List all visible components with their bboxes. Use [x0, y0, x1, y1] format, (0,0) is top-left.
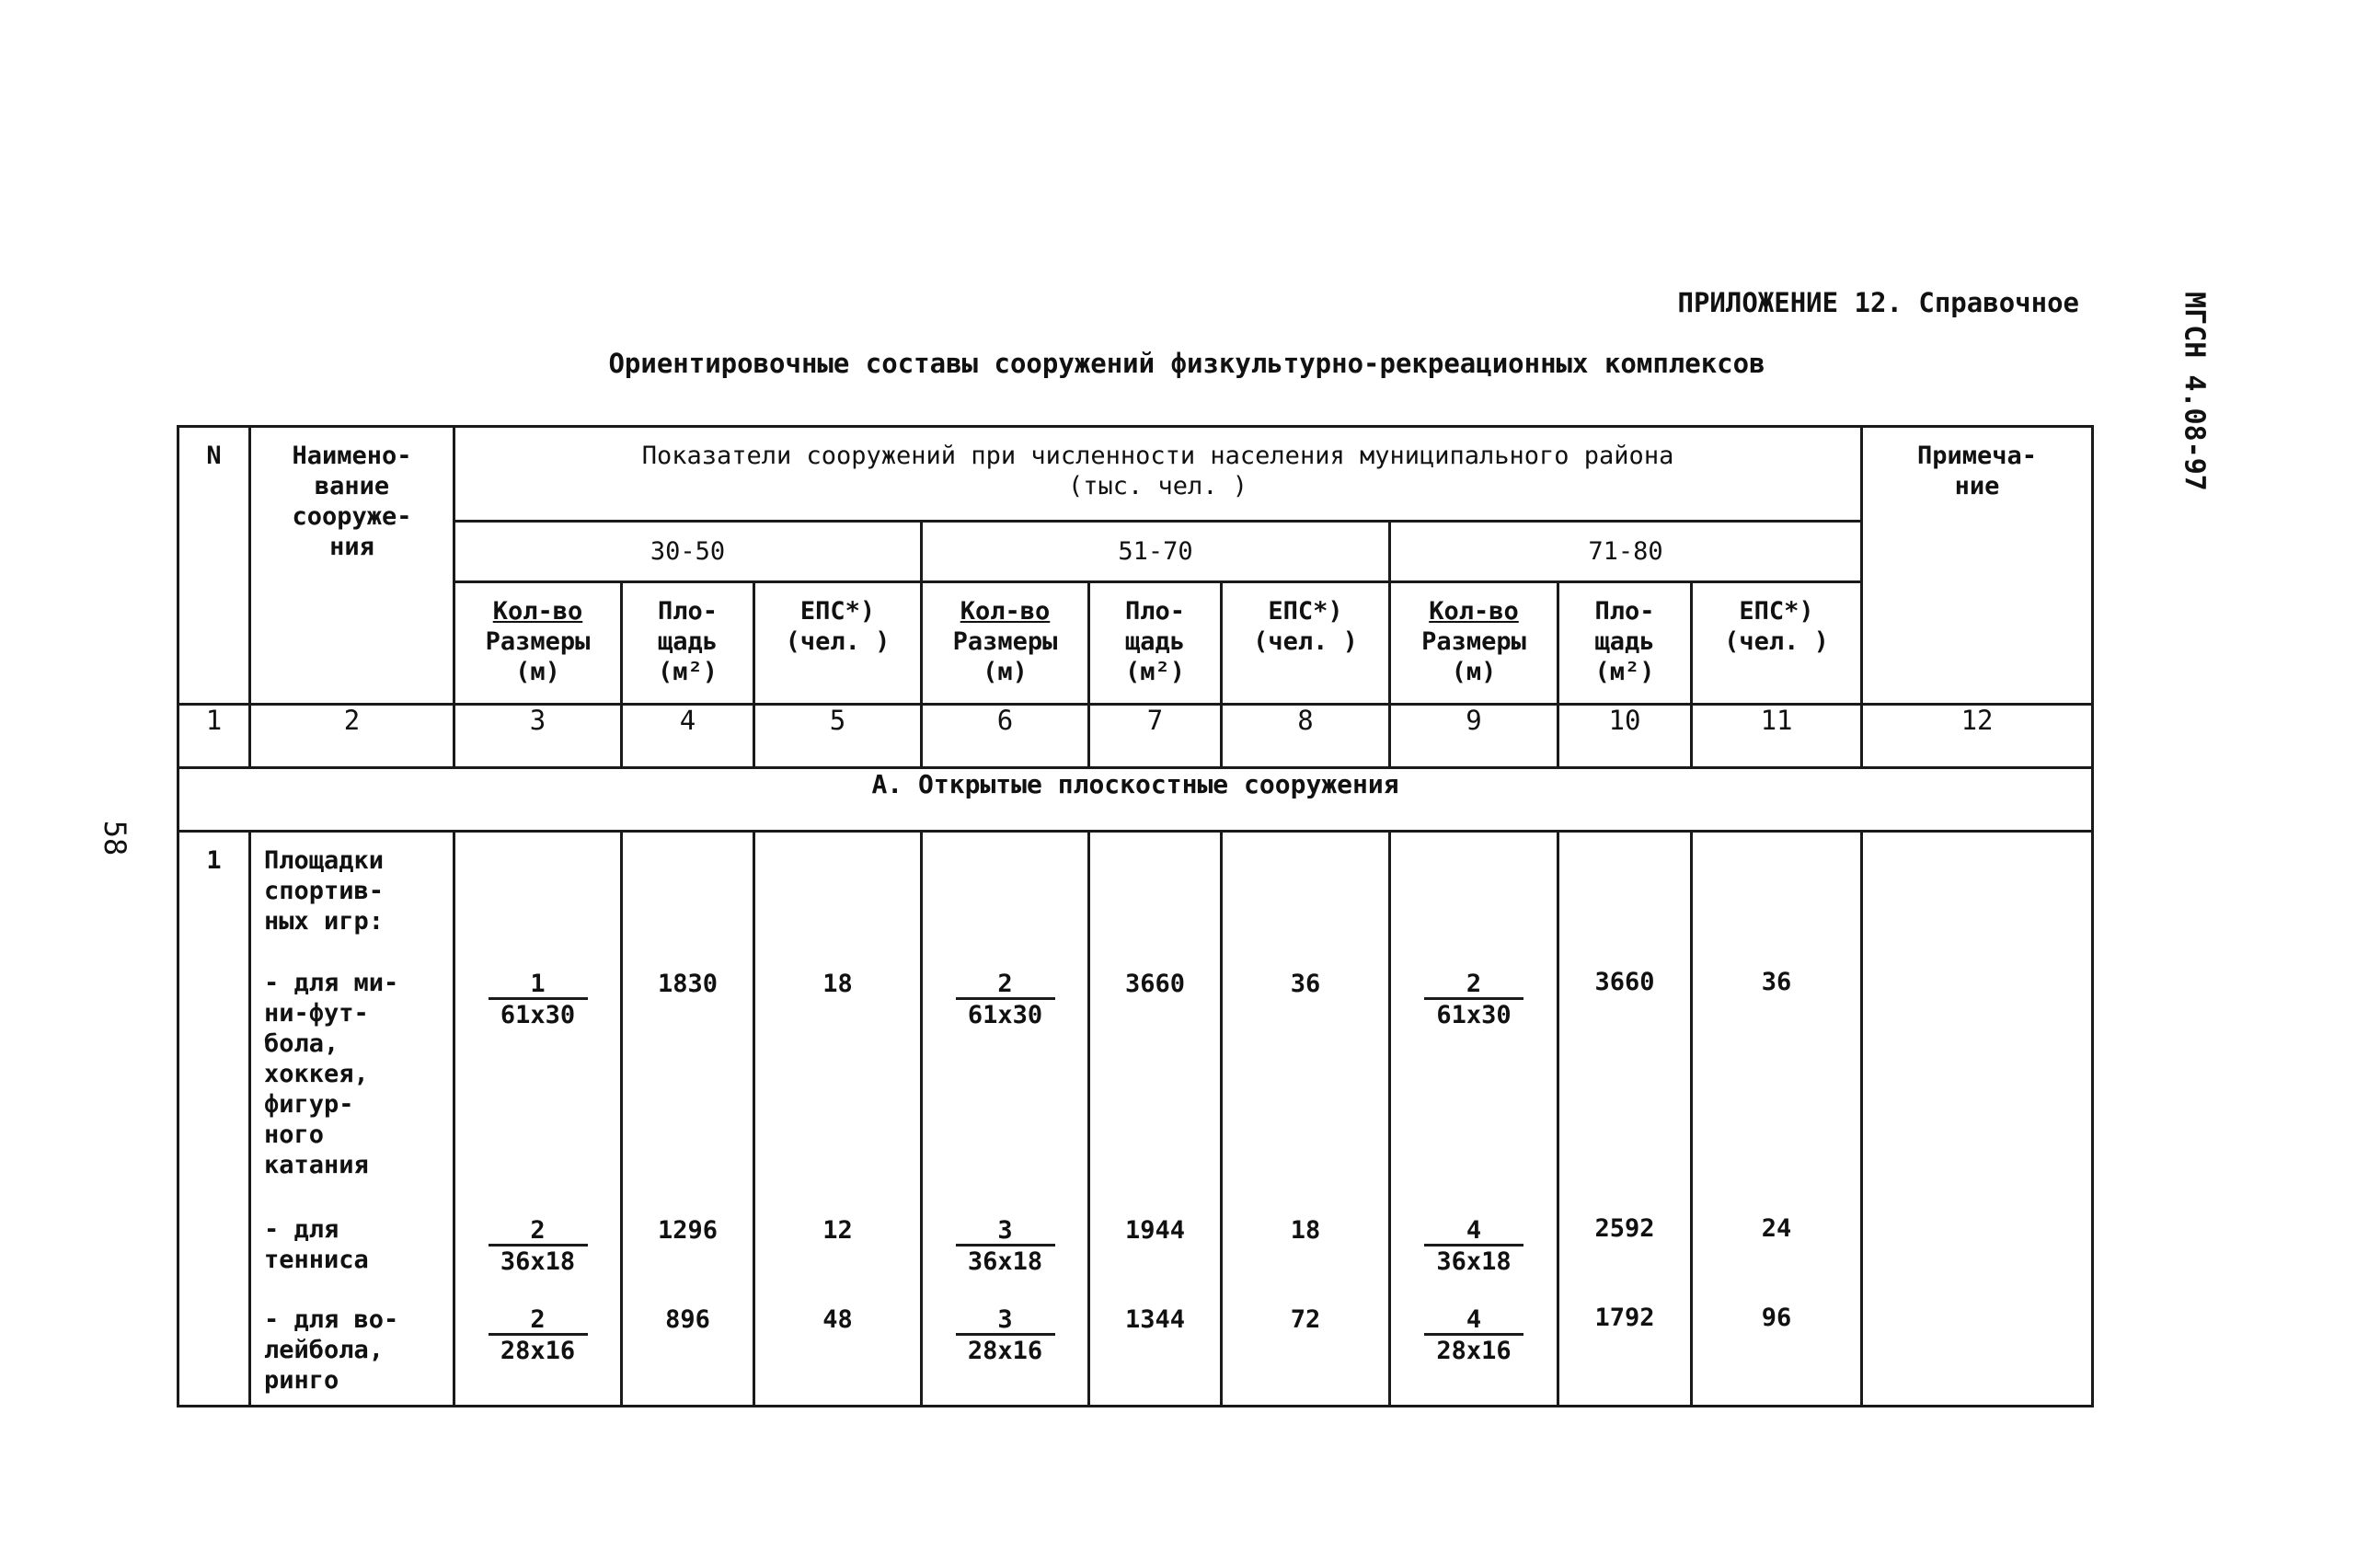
g3-eps-cell [1692, 832, 1862, 1407]
row-name: Площадки спортив- ных игр: [264, 846, 385, 936]
document-code: МГСН 4.08-97 [2178, 292, 2211, 491]
header-name: Наимено- вание сооруже- ния [250, 427, 454, 705]
item-name-tennis: - для тенниса [264, 1215, 369, 1274]
item-name-minifootball: - для ми- ни-фут- бола, хоккея, фигур- ного катания [264, 969, 399, 1179]
sub-area-3: Пло- щадь (м²) [1558, 582, 1692, 705]
row-name-cell [250, 832, 454, 1407]
area-value: 3660 [1594, 968, 1655, 996]
fraction: $\frac{3}{36x18}$ [923, 1215, 1087, 1278]
area-value: 1944 [1124, 1216, 1186, 1245]
sub-area-1: Пло- щадь (м²) [622, 582, 754, 705]
area-value: 1344 [1124, 1305, 1186, 1334]
table-row [178, 832, 2093, 1407]
g3-area-cell [1558, 832, 1692, 1407]
area-value: 1296 [657, 1216, 719, 1245]
item-name-volleyball: - для во- лейбола, ринго [264, 1305, 399, 1395]
eps-value: 48 [822, 1305, 853, 1334]
col-number: 9 [1390, 705, 1558, 768]
group-71-80: 71-80 [1390, 522, 1862, 582]
fraction: $\frac{4}{28x16}$ [1391, 1304, 1557, 1367]
eps-value: 18 [1290, 1216, 1321, 1245]
col-number: 1 [178, 705, 250, 768]
area-value: 896 [665, 1305, 710, 1334]
col-number: 8 [1222, 705, 1390, 768]
area-value: 3660 [1124, 970, 1186, 998]
eps-value: 18 [822, 970, 853, 998]
eps-value: 36 [1290, 970, 1321, 998]
sub-qty-2: Кол-во Размеры (м) [922, 582, 1089, 705]
sub-qty-3: Кол-во Размеры (м) [1390, 582, 1558, 705]
eps-value: 24 [1761, 1214, 1792, 1243]
fraction: $\frac{2}{36x18}$ [455, 1215, 620, 1278]
sub-area-2: Пло- щадь (м²) [1089, 582, 1222, 705]
sub-eps-3: ЕПС*) (чел. ) [1692, 582, 1862, 705]
col-number: 7 [1089, 705, 1222, 768]
appendix-label: ПРИЛОЖЕНИЕ 12. Справочное [1677, 287, 2079, 318]
note-cell [1862, 832, 2093, 1407]
fraction: $\frac{2}{61x30}$ [1391, 969, 1557, 1031]
header-row-1 [178, 427, 2093, 522]
sub-eps-1: ЕПС*) (чел. ) [754, 582, 922, 705]
eps-value: 36 [1761, 968, 1792, 996]
header-n: N [178, 427, 250, 705]
section-row [178, 768, 2093, 832]
g2-qty-cell [922, 832, 1089, 1407]
header-note: Примеча- ние [1862, 427, 2093, 705]
sub-eps-2: ЕПС*) (чел. ) [1222, 582, 1390, 705]
fraction: $\frac{3}{28x16}$ [923, 1304, 1087, 1367]
col-number: 4 [622, 705, 754, 768]
col-number: 3 [454, 705, 622, 768]
row-number: 1 [206, 846, 222, 875]
section-title: А. Открытые плоскостные сооружения [178, 768, 2093, 832]
fraction: $\frac{4}{36x18}$ [1391, 1215, 1557, 1278]
header-row-2 [178, 522, 2093, 582]
area-value: 2592 [1594, 1214, 1655, 1243]
g1-area-cell [622, 832, 754, 1407]
document-title: Ориентировочные составы сооружений физкультурно-рекреационных комплексов [608, 348, 1765, 379]
col-number: 5 [754, 705, 922, 768]
col-number: 12 [1862, 705, 2093, 768]
group-30-50: 30-50 [454, 522, 922, 582]
fraction: $\frac{1}{61x30}$ [455, 969, 620, 1031]
eps-value: 96 [1761, 1304, 1792, 1332]
g3-qty-cell [1390, 832, 1558, 1407]
structures-table [177, 425, 2094, 1407]
col-number: 2 [250, 705, 454, 768]
eps-value: 72 [1290, 1305, 1321, 1334]
col-number: 10 [1558, 705, 1692, 768]
col-number: 6 [922, 705, 1089, 768]
group-51-70: 51-70 [922, 522, 1390, 582]
g1-qty-cell [454, 832, 622, 1407]
page-number: 58 [98, 820, 132, 856]
sub-qty-1: Кол-во Размеры (м) [454, 582, 622, 705]
row-number-cell [178, 832, 250, 1407]
g2-eps-cell [1222, 832, 1390, 1407]
eps-value: 12 [822, 1216, 853, 1245]
fraction: $\frac{2}{61x30}$ [923, 969, 1087, 1031]
fraction: $\frac{2}{28x16}$ [455, 1304, 620, 1367]
area-value: 1830 [657, 970, 719, 998]
header-row-3 [178, 582, 2093, 705]
column-numbers-row [178, 705, 2093, 768]
col-number: 11 [1692, 705, 1862, 768]
g2-area-cell [1089, 832, 1222, 1407]
area-value: 1792 [1594, 1304, 1655, 1332]
g1-eps-cell [754, 832, 922, 1407]
header-indicators: Показатели сооружений при численности населения муниципального района (тыс. чел. ) [454, 427, 1862, 522]
